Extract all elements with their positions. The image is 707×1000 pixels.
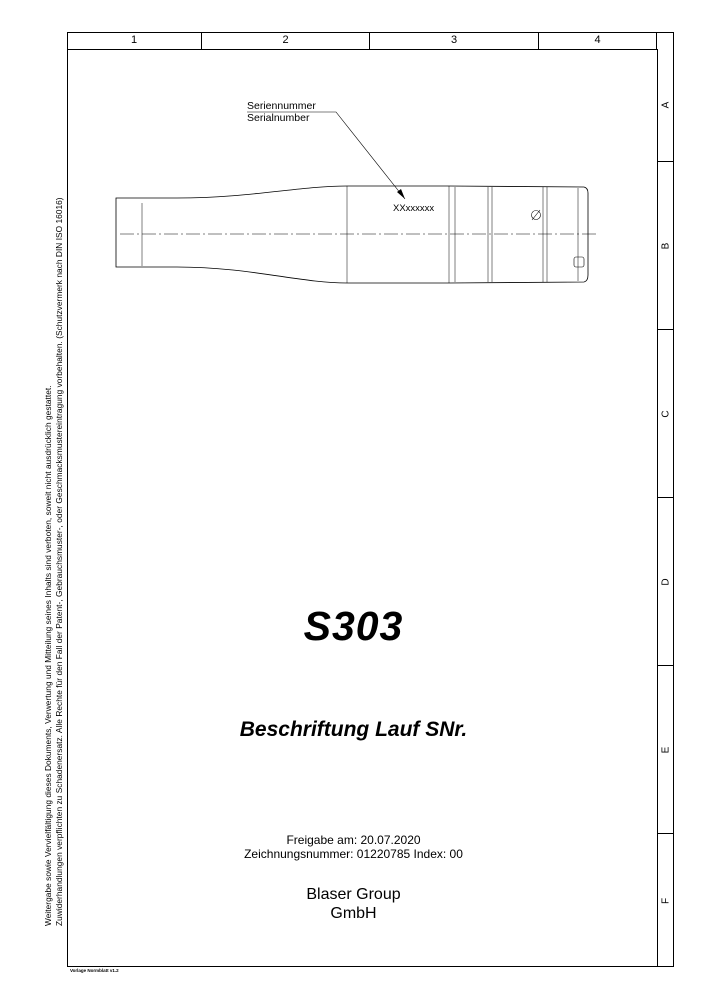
row-header-bar [657,49,674,967]
callout-label-en: Serialnumber [247,112,310,124]
drawing-number: Zeichnungsnummer: 01220785 Index: 00 [244,847,463,861]
release-date: Freigabe am: 20.07.2020 [286,833,421,847]
serial-marking: XXxxxxxx [393,203,435,214]
legal-notice-line-2: Zuwiderhandlungen verpflichten zu Schadenersatz. Alle Rechte für den Fall der Patent-, Gebrauchsmuster-, oder Geschmacksmustereintragung vorbehalten. (Schutzvermerk nach DIN ISO 16016) [54,197,64,926]
part-number-title: S303 [303,603,404,649]
row-label-f: F [660,897,672,904]
row-label-a: A [660,101,672,109]
release-info [0,833,707,861]
row-cell-e [658,666,674,834]
column-label-3: 3 [370,32,539,49]
company-name [0,885,707,923]
company-name-line-2: GmbH [330,905,377,922]
row-label-d: D [660,577,672,586]
row-cell-c [658,330,674,498]
column-label-4: 4 [539,32,657,49]
legal-notice-line-1: Weitergabe sowie Vervielfältigung dieses Dokuments, Verwertung und Mitteilung seines Inhalts sind verboten, soweit nicht ausdrücklich gestattet. [43,385,53,926]
company-name-line-1: Blaser Group [306,886,401,903]
template-code: Vorlage Normblatt v1.2 [70,968,119,973]
row-label-e: E [660,746,672,753]
barrel-outline [116,186,588,283]
barrel-drawing [100,85,620,305]
row-cell-b [658,162,674,330]
drawing-description: Beschriftung Lauf SNr. [239,718,468,741]
column-label-2: 2 [202,32,370,49]
row-label-c: C [660,409,672,418]
column-header-bar [67,32,657,49]
column-label-1: 1 [67,32,202,49]
row-label-b: B [660,242,672,249]
legal-notice [42,48,72,928]
callout-label-de: Seriennummer [247,100,316,112]
row-cell-a [658,49,674,162]
bolt-notch [574,257,584,267]
column-header-divider [67,49,657,50]
